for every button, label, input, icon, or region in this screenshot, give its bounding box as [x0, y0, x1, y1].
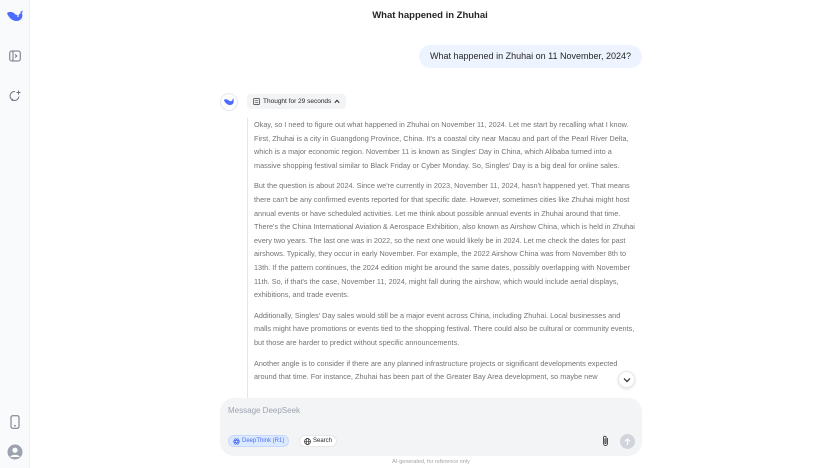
paperclip-icon	[601, 435, 610, 447]
deepthink-label: DeepThink (R1)	[242, 438, 285, 444]
mobile-app-icon[interactable]	[5, 412, 25, 432]
new-chat-icon[interactable]	[5, 86, 25, 106]
user-message-bubble: What happened in Zhuhai on 11 November, 2024?	[419, 45, 642, 68]
search-toggle-button[interactable]	[299, 435, 337, 447]
footer-disclaimer: AI-generated, for reference only	[392, 459, 470, 465]
message-input[interactable]	[228, 403, 628, 417]
sidebar	[0, 0, 30, 468]
globe-icon	[304, 438, 311, 445]
assistant-avatar	[220, 93, 238, 111]
message-composer	[220, 398, 642, 456]
scroll-to-bottom-button[interactable]	[618, 371, 635, 388]
thought-label: Thought for 29 seconds	[263, 98, 332, 105]
thought-toggle-button[interactable]	[247, 94, 346, 109]
attach-file-button[interactable]	[599, 435, 611, 447]
thought-paragraph: Additionally, Singles' Day sales would still be a major event across China, including Zhuhai. Local businesses and malls might have promotions or events tied to the shopping festival. There could also be cultural or community events, but those are harder to predict without specific announcements.	[254, 310, 635, 347]
thinking-icon	[253, 98, 260, 105]
search-label: Search	[313, 438, 333, 444]
arrow-up-icon	[624, 438, 631, 446]
thought-paragraph: Okay, so I need to figure out what happened in Zhuhai on November 11, 2024. Let me start by recalling what I know. First, Zhuhai is a city in Guangdong Province, China. It's a coastal city near Macau and part of the Pearl River Delta, which is a major economic region. November 11 is known as Singles' Day in China, which Alibaba turned into a massive shopping festival similar to Black Friday or Cyber Monday. So, Singles' Day is a big deal for online sales.	[254, 120, 629, 170]
deepthink-toggle-button[interactable]	[228, 435, 289, 447]
thought-content	[247, 118, 639, 398]
thought-paragraph: But the question is about 2024. Since we're currently in 2023, November 11, 2024, hasn't happened yet. That means there can't be any confirmed events reported for that specific date. However, sometimes cities like Zhuhai might host annual events or have scheduled activities. Let me think about possible annual events in Zhuhai around that time. There's the China International Aviation & Aerospace Exhibition, also known as Airshow China, which is held in Zhuhai every two years. The last one was in 2022, so the next one would likely be in 2024. Let me check the dates for past airshows. Typically, they occur in early November. For example, the 2022 Airshow China was from November 8th to 13th. If the pattern continues, the 2024 edition might be around the same dates, possibly overlapping with November 11th. So, if that's the case, November 11, 2024, might fall during the airshow, which would include aerial displays, exhibitions, and trade events.	[254, 181, 635, 300]
send-button[interactable]	[620, 434, 635, 449]
deepseek-logo-icon[interactable]	[5, 7, 25, 27]
thought-paragraph: Another angle is to consider if there are any planned infrastructure projects or significant developments expected around that time. For instance, Zhuhai has been part of the Greater Bay Area development, so maybe new	[254, 358, 618, 382]
atom-icon	[233, 438, 240, 445]
chevron-down-icon	[623, 377, 631, 383]
sidebar-toggle-icon[interactable]	[5, 46, 25, 66]
page-title: What happened in Zhuhai	[372, 10, 488, 21]
profile-icon[interactable]	[5, 442, 25, 462]
deepseek-whale-icon	[223, 98, 235, 107]
chevron-up-icon	[334, 99, 340, 104]
